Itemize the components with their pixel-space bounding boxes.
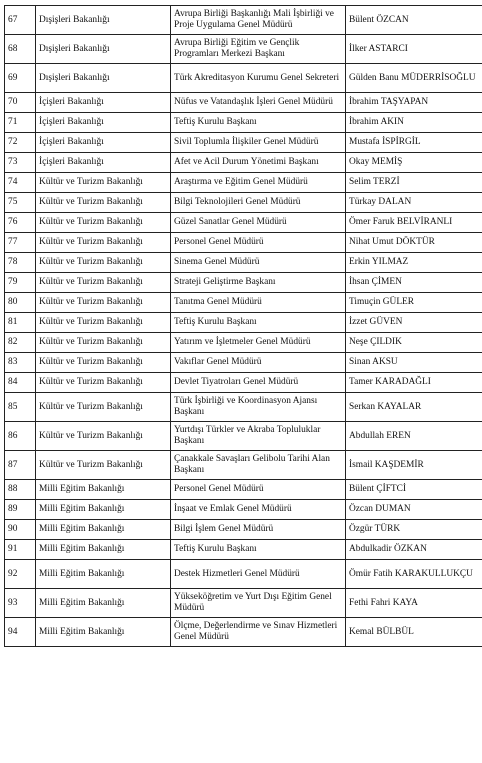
ministry-cell: Milli Eğitim Bakanlığı [36, 520, 171, 540]
table-row [5, 153, 482, 173]
table-body [5, 6, 482, 647]
table-row [5, 35, 482, 64]
row-number: 81 [5, 313, 36, 333]
ministry-cell: Milli Eğitim Bakanlığı [36, 589, 171, 618]
name-cell: Ömer Faruk BELVİRANLI [346, 213, 482, 233]
position-cell: Teftiş Kurulu Başkanı [171, 540, 346, 560]
table-row [5, 193, 482, 213]
row-number: 84 [5, 373, 36, 393]
row-number: 90 [5, 520, 36, 540]
position-cell: Teftiş Kurulu Başkanı [171, 313, 346, 333]
table-row [5, 173, 482, 193]
name-cell: Ömür Fatih KARAKULLUKÇU [346, 560, 482, 589]
ministry-cell: Kültür ve Turizm Bakanlığı [36, 193, 171, 213]
name-cell: Gülden Banu MÜDERRİSOĞLU [346, 64, 482, 93]
table-row [5, 393, 482, 422]
table-row [5, 93, 482, 113]
table-row [5, 560, 482, 589]
row-number: 85 [5, 393, 36, 422]
position-cell: Bilgi İşlem Genel Müdürü [171, 520, 346, 540]
name-cell: İbrahim AKIN [346, 113, 482, 133]
name-cell: Abdulkadir ÖZKAN [346, 540, 482, 560]
table-row [5, 233, 482, 253]
name-cell: Abdullah EREN [346, 422, 482, 451]
position-cell: Yurtdışı Türkler ve Akraba Topluluklar Başkanı [171, 422, 346, 451]
name-cell: İlker ASTARCI [346, 35, 482, 64]
position-cell: Afet ve Acil Durum Yönetimi Başkanı [171, 153, 346, 173]
row-number: 68 [5, 35, 36, 64]
ministry-cell: İçişleri Bakanlığı [36, 133, 171, 153]
row-number: 73 [5, 153, 36, 173]
position-cell: Personel Genel Müdürü [171, 480, 346, 500]
name-cell: Nihat Umut DÖKTÜR [346, 233, 482, 253]
position-cell: Sinema Genel Müdürü [171, 253, 346, 273]
ministry-cell: Kültür ve Turizm Bakanlığı [36, 253, 171, 273]
ministry-cell: Dışişleri Bakanlığı [36, 35, 171, 64]
ministry-cell: Kültür ve Turizm Bakanlığı [36, 353, 171, 373]
name-cell: İbrahim TAŞYAPAN [346, 93, 482, 113]
row-number: 76 [5, 213, 36, 233]
ministry-cell: Milli Eğitim Bakanlığı [36, 618, 171, 647]
table-row [5, 422, 482, 451]
name-cell: Bülent ÇİFTCİ [346, 480, 482, 500]
row-number: 80 [5, 293, 36, 313]
name-cell: İzzet GÜVEN [346, 313, 482, 333]
ministry-cell: Kültür ve Turizm Bakanlığı [36, 313, 171, 333]
row-number: 83 [5, 353, 36, 373]
table-row [5, 313, 482, 333]
ministry-cell: İçişleri Bakanlığı [36, 153, 171, 173]
table-row [5, 6, 482, 35]
ministry-cell: İçişleri Bakanlığı [36, 93, 171, 113]
ministry-cell: Kültür ve Turizm Bakanlığı [36, 273, 171, 293]
table-row [5, 618, 482, 647]
row-number: 71 [5, 113, 36, 133]
name-cell: Özcan DUMAN [346, 500, 482, 520]
name-cell: Neşe ÇILDIK [346, 333, 482, 353]
ministry-cell: Kültür ve Turizm Bakanlığı [36, 422, 171, 451]
table-row [5, 373, 482, 393]
name-cell: Serkan KAYALAR [346, 393, 482, 422]
row-number: 82 [5, 333, 36, 353]
ministry-cell: Milli Eğitim Bakanlığı [36, 480, 171, 500]
row-number: 74 [5, 173, 36, 193]
position-cell: Bilgi Teknolojileri Genel Müdürü [171, 193, 346, 213]
ministry-cell: Milli Eğitim Bakanlığı [36, 500, 171, 520]
name-cell: Mustafa İSPİRGİL [346, 133, 482, 153]
ministry-cell: Milli Eğitim Bakanlığı [36, 540, 171, 560]
ministry-cell: Kültür ve Turizm Bakanlığı [36, 451, 171, 480]
table-row [5, 520, 482, 540]
row-number: 72 [5, 133, 36, 153]
ministry-cell: Kültür ve Turizm Bakanlığı [36, 373, 171, 393]
name-cell: Bülent ÖZCAN [346, 6, 482, 35]
row-number: 69 [5, 64, 36, 93]
ministry-cell: Dışişleri Bakanlığı [36, 6, 171, 35]
row-number: 89 [5, 500, 36, 520]
table-row [5, 333, 482, 353]
appointments-table [4, 5, 482, 647]
table-row [5, 133, 482, 153]
row-number: 70 [5, 93, 36, 113]
position-cell: Türk İşbirliği ve Koordinasyon Ajansı Başkanı [171, 393, 346, 422]
position-cell: Yükseköğretim ve Yurt Dışı Eğitim Genel Müdürü [171, 589, 346, 618]
row-number: 88 [5, 480, 36, 500]
row-number: 77 [5, 233, 36, 253]
table-row [5, 273, 482, 293]
row-number: 78 [5, 253, 36, 273]
position-cell: Nüfus ve Vatandaşlık İşleri Genel Müdürü [171, 93, 346, 113]
position-cell: Çanakkale Savaşları Gelibolu Tarihi Alan Başkanı [171, 451, 346, 480]
name-cell: Okay MEMİŞ [346, 153, 482, 173]
row-number: 67 [5, 6, 36, 35]
table-row [5, 500, 482, 520]
position-cell: Destek Hizmetleri Genel Müdürü [171, 560, 346, 589]
row-number: 86 [5, 422, 36, 451]
ministry-cell: Kültür ve Turizm Bakanlığı [36, 173, 171, 193]
ministry-cell: İçişleri Bakanlığı [36, 113, 171, 133]
position-cell: Araştırma ve Eğitim Genel Müdürü [171, 173, 346, 193]
ministry-cell: Kültür ve Turizm Bakanlığı [36, 333, 171, 353]
position-cell: Avrupa Birliği Eğitim ve Gençlik Programları Merkezi Başkanı [171, 35, 346, 64]
name-cell: Erkin YILMAZ [346, 253, 482, 273]
table-row [5, 480, 482, 500]
position-cell: Avrupa Birliği Başkanlığı Mali İşbirliği ve Proje Uygulama Genel Müdürü [171, 6, 346, 35]
name-cell: Tamer KARADAĞLI [346, 373, 482, 393]
position-cell: Türk Akreditasyon Kurumu Genel Sekreteri [171, 64, 346, 93]
table-row [5, 540, 482, 560]
position-cell: Devlet Tiyatroları Genel Müdürü [171, 373, 346, 393]
position-cell: İnşaat ve Emlak Genel Müdürü [171, 500, 346, 520]
table-row [5, 213, 482, 233]
table-row [5, 589, 482, 618]
ministry-cell: Kültür ve Turizm Bakanlığı [36, 233, 171, 253]
name-cell: İhsan ÇİMEN [346, 273, 482, 293]
name-cell: Selim TERZİ [346, 173, 482, 193]
position-cell: Personel Genel Müdürü [171, 233, 346, 253]
row-number: 87 [5, 451, 36, 480]
name-cell: Fethi Fahri KAYA [346, 589, 482, 618]
table-row [5, 293, 482, 313]
name-cell: İsmail KAŞDEMİR [346, 451, 482, 480]
name-cell: Timuçin GÜLER [346, 293, 482, 313]
row-number: 79 [5, 273, 36, 293]
name-cell: Özgür TÜRK [346, 520, 482, 540]
position-cell: Strateji Geliştirme Başkanı [171, 273, 346, 293]
table-row [5, 253, 482, 273]
position-cell: Yatırım ve İşletmeler Genel Müdürü [171, 333, 346, 353]
position-cell: Sivil Toplumla İlişkiler Genel Müdürü [171, 133, 346, 153]
table-row [5, 113, 482, 133]
ministry-cell: Kültür ve Turizm Bakanlığı [36, 213, 171, 233]
name-cell: Sinan AKSU [346, 353, 482, 373]
table-row [5, 64, 482, 93]
table-row [5, 353, 482, 373]
ministry-cell: Dışişleri Bakanlığı [36, 64, 171, 93]
row-number: 93 [5, 589, 36, 618]
ministry-cell: Kültür ve Turizm Bakanlığı [36, 293, 171, 313]
row-number: 94 [5, 618, 36, 647]
table-row [5, 451, 482, 480]
position-cell: Tanıtma Genel Müdürü [171, 293, 346, 313]
name-cell: Türkay DALAN [346, 193, 482, 213]
row-number: 92 [5, 560, 36, 589]
position-cell: Güzel Sanatlar Genel Müdürü [171, 213, 346, 233]
row-number: 91 [5, 540, 36, 560]
position-cell: Vakıflar Genel Müdürü [171, 353, 346, 373]
ministry-cell: Milli Eğitim Bakanlığı [36, 560, 171, 589]
name-cell: Kemal BÜLBÜL [346, 618, 482, 647]
position-cell: Ölçme, Değerlendirme ve Sınav Hizmetleri Genel Müdürü [171, 618, 346, 647]
position-cell: Teftiş Kurulu Başkanı [171, 113, 346, 133]
row-number: 75 [5, 193, 36, 213]
ministry-cell: Kültür ve Turizm Bakanlığı [36, 393, 171, 422]
